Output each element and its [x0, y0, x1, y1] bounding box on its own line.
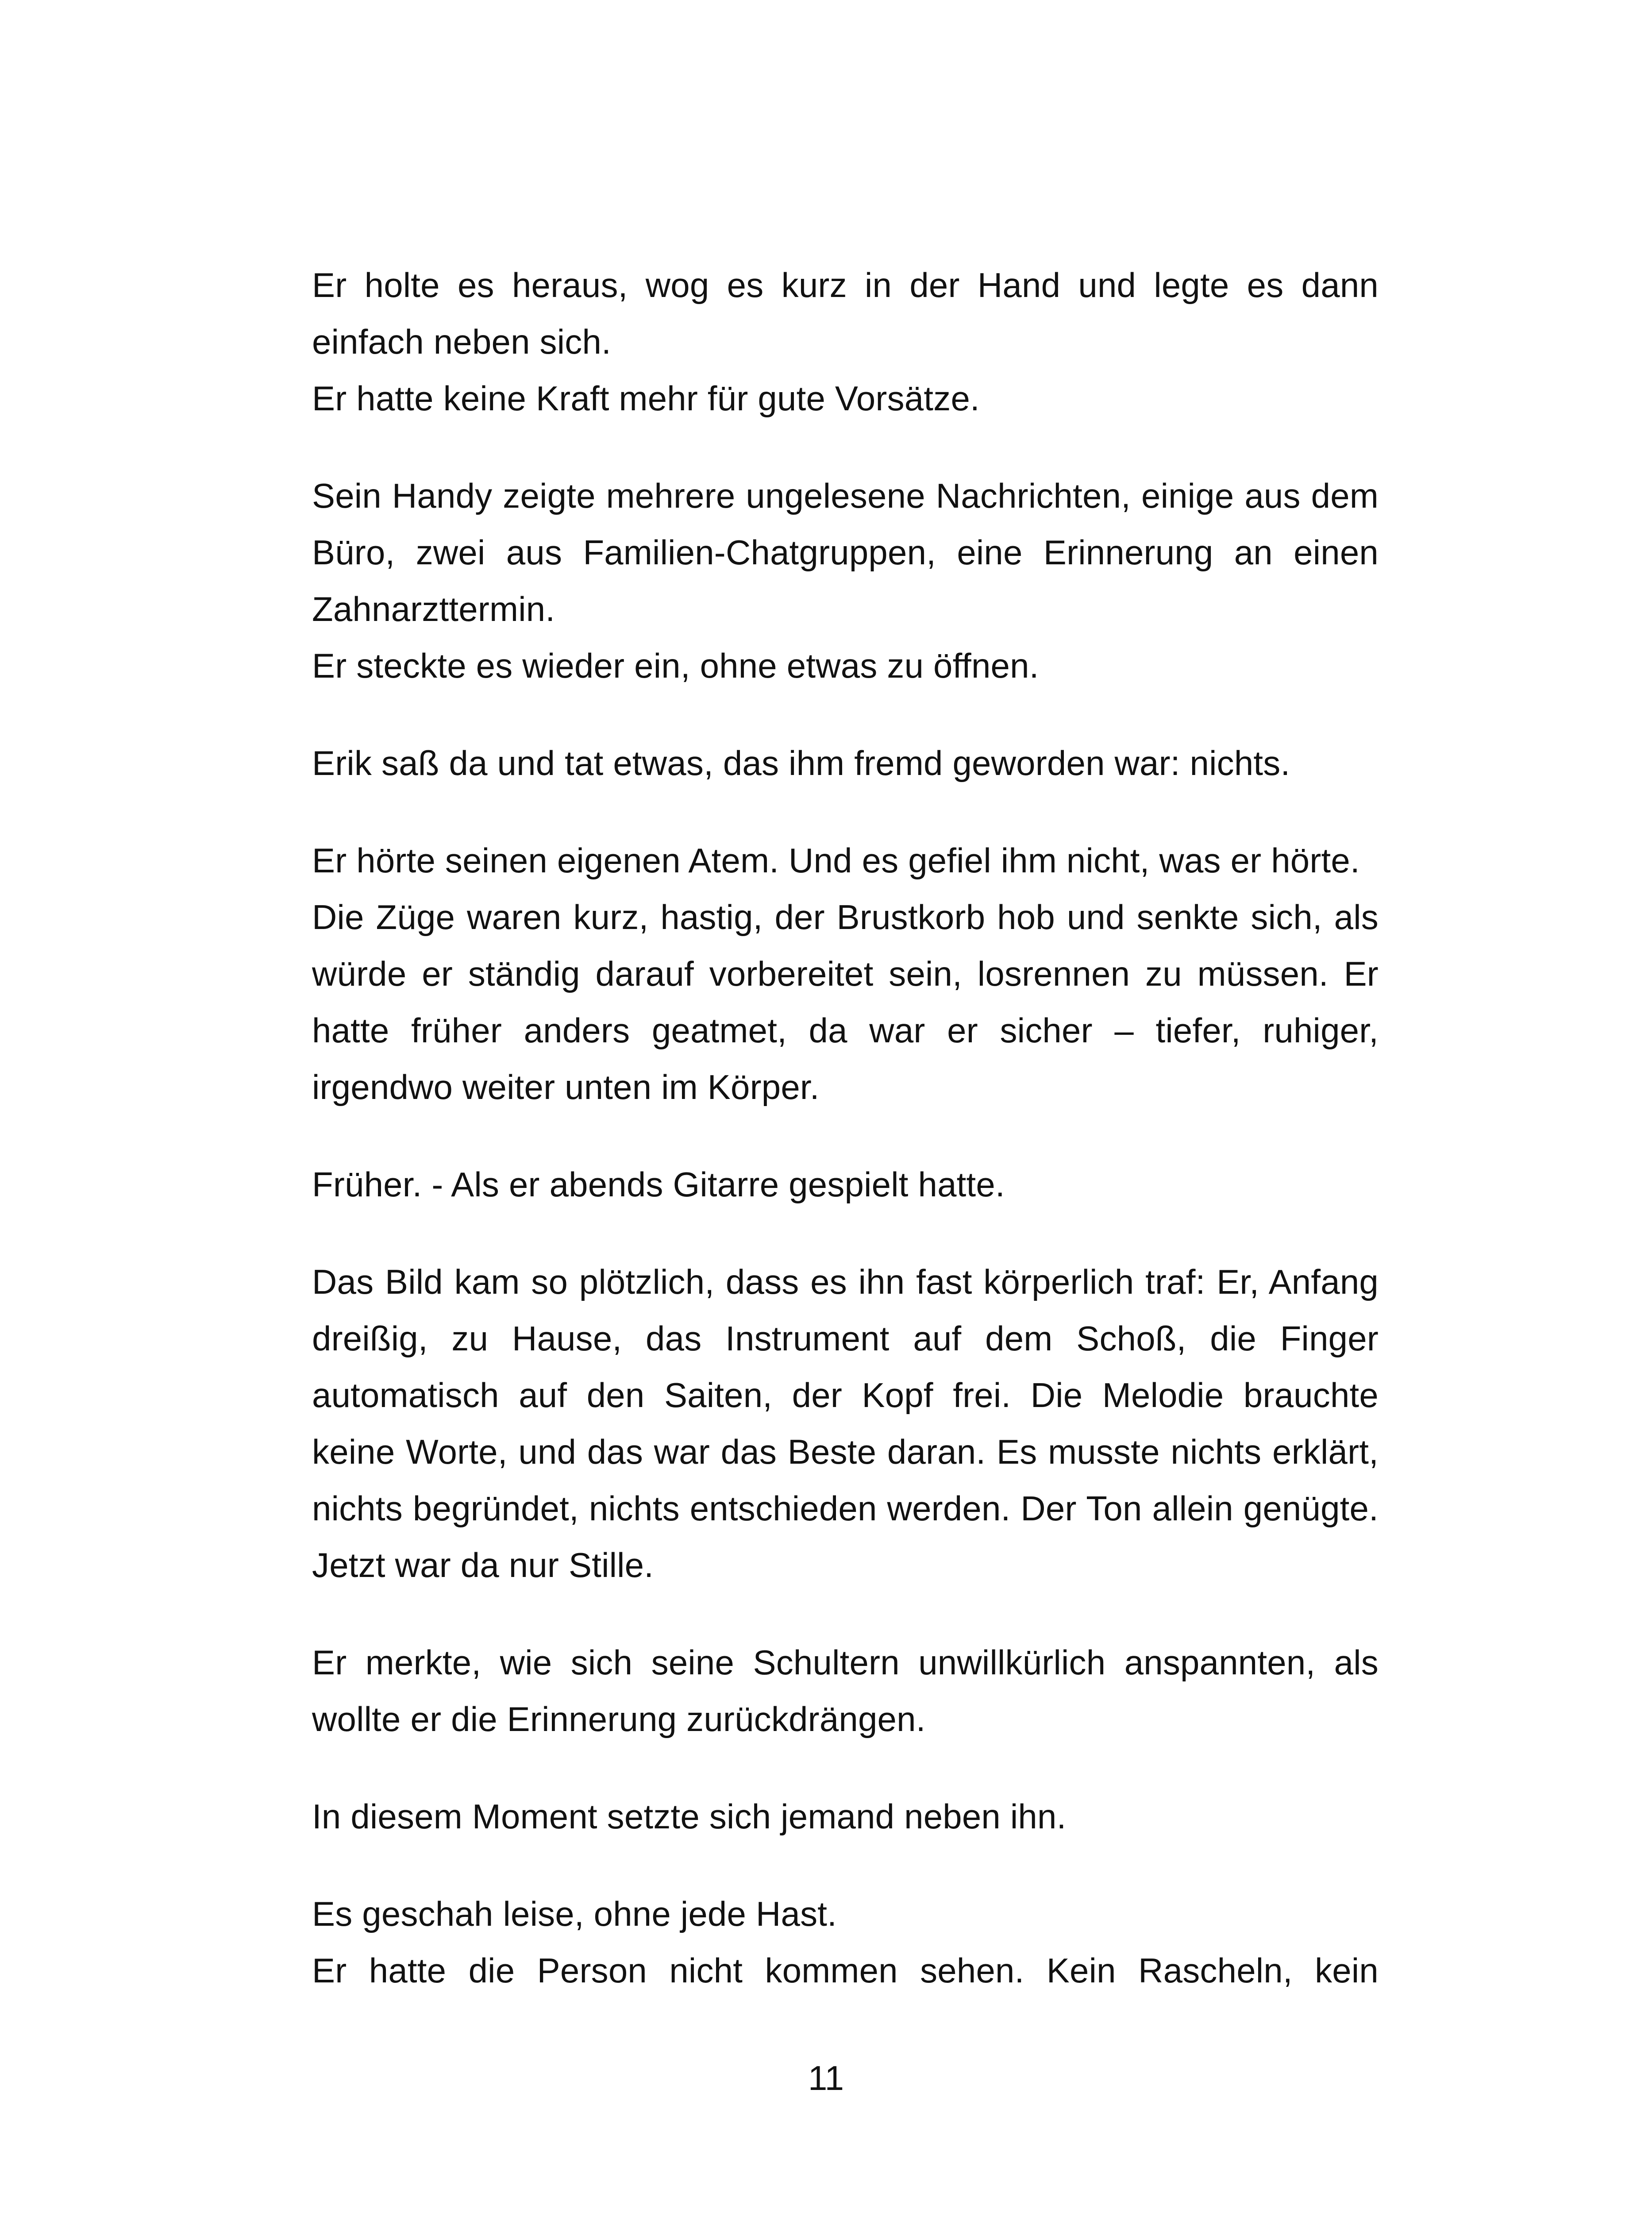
- page-number: 11: [808, 2059, 844, 2097]
- paragraph-line: Erik saß da und tat etwas, das ihm fremd geworden war: nichts.: [312, 744, 1290, 783]
- paragraph-2: [312, 467, 1379, 694]
- paragraph-line: Er hörte seinen eigenen Atem. Und es gefiel ihm nicht, was er hörte.: [312, 841, 1360, 880]
- paragraph-5: [312, 1156, 1379, 1213]
- paragraph-line: Er merkte, wie sich seine Schultern unwillkürlich anspannten, als wollte er die Erinnerung zurückdrängen.: [312, 1643, 1379, 1739]
- body-text: [312, 257, 1379, 2040]
- paragraph-4: [312, 832, 1379, 1115]
- paragraph-line: Früher. - Als er abends Gitarre gespielt hatte.: [312, 1165, 1005, 1204]
- paragraph-line: Die Züge waren kurz, hastig, der Brustkorb hob und senkte sich, als würde er ständig darauf vorbereitet sein, losrennen zu müssen. Er hatte früher anders geatmet, da war er sicher – tiefer, ruhiger, irgendwo weiter unten im Körper.: [312, 898, 1379, 1106]
- paragraph-line: Das Bild kam so plötzlich, dass es ihn fast körperlich traf: Er, Anfang dreißig, zu Hause, das Instrument auf dem Schoß, die Finger automatisch auf den Saiten, der Kopf frei. Die Melodie brauchte keine Worte, und das war das Beste daran. Es musste nichts erklärt, nichts begründet, nichts entschieden werden. Der Ton allein genügte. Jetzt war da nur Stille.: [312, 1262, 1379, 1585]
- paragraph-7: [312, 1634, 1379, 1747]
- paragraph-3: [312, 735, 1379, 791]
- paragraph-line: Er holte es heraus, wog es kurz in der Hand und legte es dann einfach neben sich.: [312, 266, 1379, 361]
- paragraph-line: In diesem Moment setzte sich jemand neben ihn.: [312, 1797, 1067, 1836]
- paragraph-9: [312, 1885, 1379, 1999]
- paragraph-6: [312, 1253, 1379, 1593]
- paragraph-line: Er steckte es wieder ein, ohne etwas zu öffnen.: [312, 646, 1039, 685]
- paragraph-line: Er hatte die Person nicht kommen sehen. Kein Rascheln, kein: [312, 1951, 1379, 1990]
- paragraph-1: [312, 257, 1379, 427]
- paragraph-8: [312, 1788, 1379, 1845]
- paragraph-line: Sein Handy zeigte mehrere ungelesene Nachrichten, einige aus dem Büro, zwei aus Familien-Chatgruppen, eine Erinnerung an einen Zahnarzttermin.: [312, 476, 1379, 628]
- paragraph-line: Er hatte keine Kraft mehr für gute Vorsätze.: [312, 379, 980, 418]
- paragraph-line: Es geschah leise, ohne jede Hast.: [312, 1894, 837, 1933]
